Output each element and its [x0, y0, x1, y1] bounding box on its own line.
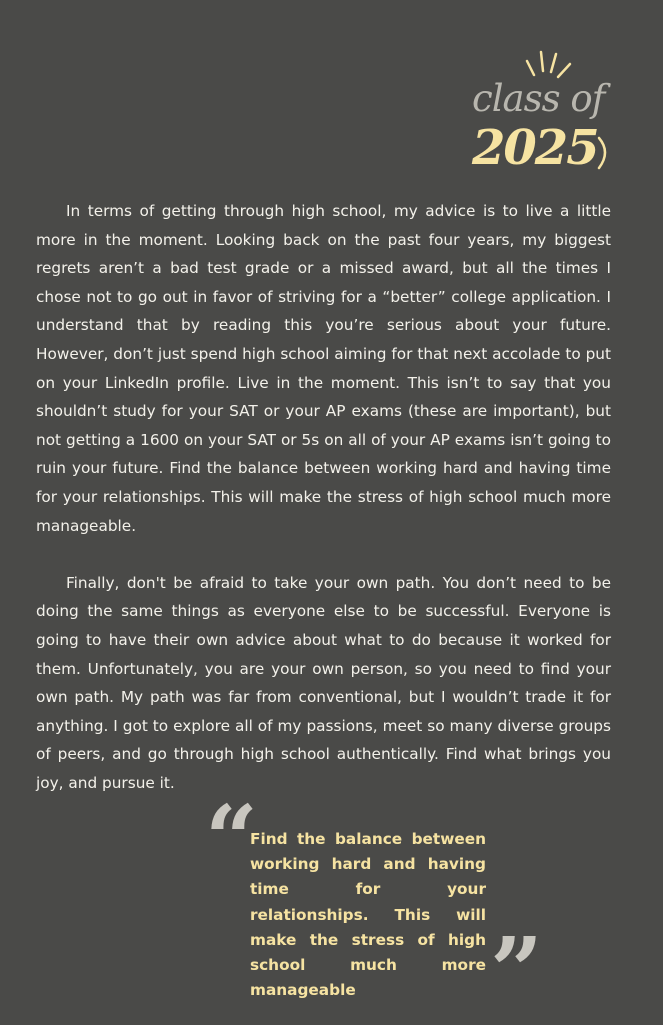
paragraph-1: In terms of getting through high school, my advice is to live a little more in the moment. Looking back on the past four years, my biggest regrets aren’t a bad test grade or a missed award, but all the times I chose not to go out in favor of striving for a “better” college application. I understand that by reading this you’re serious about your future. However, don’t just spend high school aiming for that next accolade to put on your LinkedIn profile. Live in the moment. This isn’t to say that you shouldn’t study for your SAT or your AP exams (these are important), but not getting a 1600 on your SAT or 5s on all of your AP exams isn’t going to ruin your future. Find the balance between working hard and having time for your relationships. This will make the stress of high school much more manageable. — [36, 202, 611, 535]
paragraph-2: Finally, don't be afraid to take your own path. You don’t need to be doing the same things as everyone else to be successful. Everyone is going to have their own advice about what to do because it worked for them. Unfortunately, you are your own person, so you need to find your own path. My path was far from conventional, but I wouldn’t trade it for anything. I got to explore all of my passions, meet so many diverse groups of peers, and go through high school authentically. Find what brings you joy, and pursue it. — [36, 573, 611, 792]
open-quote-icon: “ — [205, 785, 258, 893]
class-of-2025-logo — [470, 44, 620, 189]
pull-quote: Find the balance between working hard and having time for your relationships. This will make the stress of high school much more manageable — [250, 830, 486, 1000]
logo-class-of-text: class of — [472, 77, 605, 120]
article-body — [36, 197, 611, 797]
close-quote-icon: ” — [490, 917, 543, 1025]
logo-year-text: 2025 — [472, 120, 598, 176]
